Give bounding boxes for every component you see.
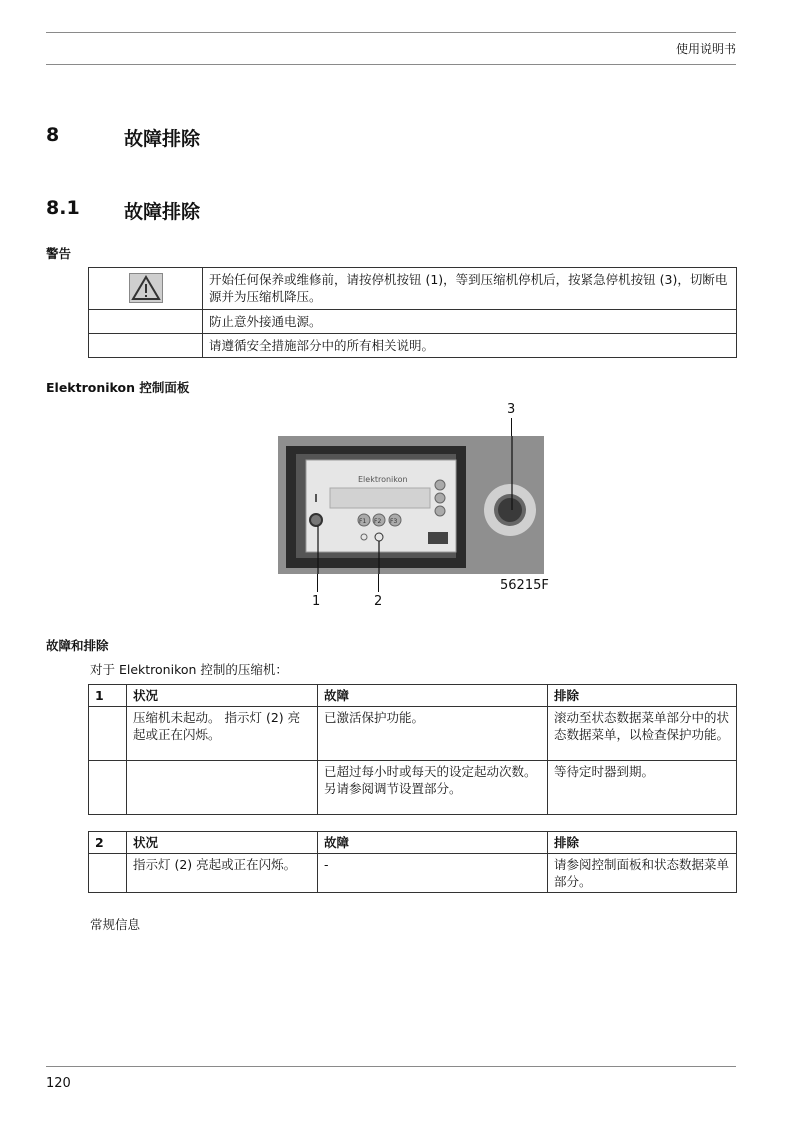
troubleshooting-heading: 故障和排除 (46, 638, 109, 653)
col-fault: 故障 (318, 832, 548, 854)
table-row (89, 707, 737, 761)
table-header-row (89, 832, 737, 854)
section-title: 故障排除 (124, 128, 201, 150)
col-number: 1 (89, 685, 127, 707)
table-row (89, 334, 737, 358)
cell: 已超过每小时或每天的设定起动次数。另请参阅调节设置部分。 (318, 761, 548, 815)
warning-table (88, 267, 737, 358)
cell: - (318, 854, 548, 893)
col-condition: 状况 (127, 832, 318, 854)
fault-table-2 (88, 831, 737, 893)
section-number: 8 (46, 124, 60, 146)
warning-icon-cell (89, 268, 203, 310)
footer-rule (46, 1066, 736, 1067)
warning-empty-cell (89, 310, 203, 334)
page-number: 120 (46, 1076, 71, 1091)
header-top-rule (46, 32, 736, 33)
troubleshooting-intro: 对于 Elektronikon 控制的压缩机： (90, 662, 288, 677)
cell: 已激活保护功能。 (318, 707, 548, 761)
subsection-number: 8.1 (46, 197, 80, 219)
table-header-row (89, 685, 737, 707)
warning-row-3: 请遵循安全措施部分中的所有相关说明。 (203, 334, 737, 358)
col-number: 2 (89, 832, 127, 854)
fault-table-1 (88, 684, 737, 815)
warning-row-1: 开始任何保养或维修前，请按停机按钮 (1)，等到压缩机停机后，按紧急停机按钮 (3)，切断电源并为压缩机降压。 (203, 268, 737, 310)
callout-2: 2 (374, 594, 383, 609)
panel-heading: Elektronikon 控制面板 (46, 380, 190, 395)
key-f1: F1 (359, 518, 367, 525)
subsection-title: 故障排除 (124, 201, 201, 223)
cell: 请参阅控制面板和状态数据菜单部分。 (548, 854, 737, 893)
key-f3: F3 (390, 518, 398, 525)
col-remedy: 排除 (548, 685, 737, 707)
cell (89, 854, 127, 893)
cell: 等待定时器到期。 (548, 761, 737, 815)
figure-id: 56215F (500, 578, 549, 593)
callout-3: 3 (507, 402, 516, 417)
cell (127, 761, 318, 815)
panel-brand: Elektronikon (358, 475, 408, 484)
cell (89, 761, 127, 815)
table-row (89, 268, 737, 310)
table-row (89, 854, 737, 893)
subsection-heading (46, 197, 346, 221)
callout-line-1 (317, 574, 318, 592)
callout-1: 1 (312, 594, 321, 609)
warning-triangle-icon (129, 273, 163, 303)
col-fault: 故障 (318, 685, 548, 707)
header-bottom-rule (46, 64, 736, 65)
table-row (89, 310, 737, 334)
cell (89, 707, 127, 761)
warning-empty-cell (89, 334, 203, 358)
warning-label: 警告 (46, 246, 72, 261)
cell: 指示灯 (2) 亮起或正在闪烁。 (127, 854, 318, 893)
col-condition: 状况 (127, 685, 318, 707)
callout-line-2 (378, 574, 379, 592)
control-panel-photo (278, 436, 544, 574)
header-title: 使用说明书 (675, 42, 736, 56)
warning-row-2: 防止意外接通电源。 (203, 310, 737, 334)
cell: 滚动至状态数据菜单部分中的状态数据菜单，以检查保护功能。 (548, 707, 737, 761)
key-f2: F2 (374, 518, 382, 525)
section-heading (46, 124, 346, 148)
control-panel-drawing (278, 436, 544, 574)
cell: 压缩机未起动。 指示灯 (2) 亮起或正在闪烁。 (127, 707, 318, 761)
general-info-text: 常规信息 (90, 917, 141, 932)
table-row (89, 761, 737, 815)
callout-line-3 (511, 418, 512, 436)
col-remedy: 排除 (548, 832, 737, 854)
